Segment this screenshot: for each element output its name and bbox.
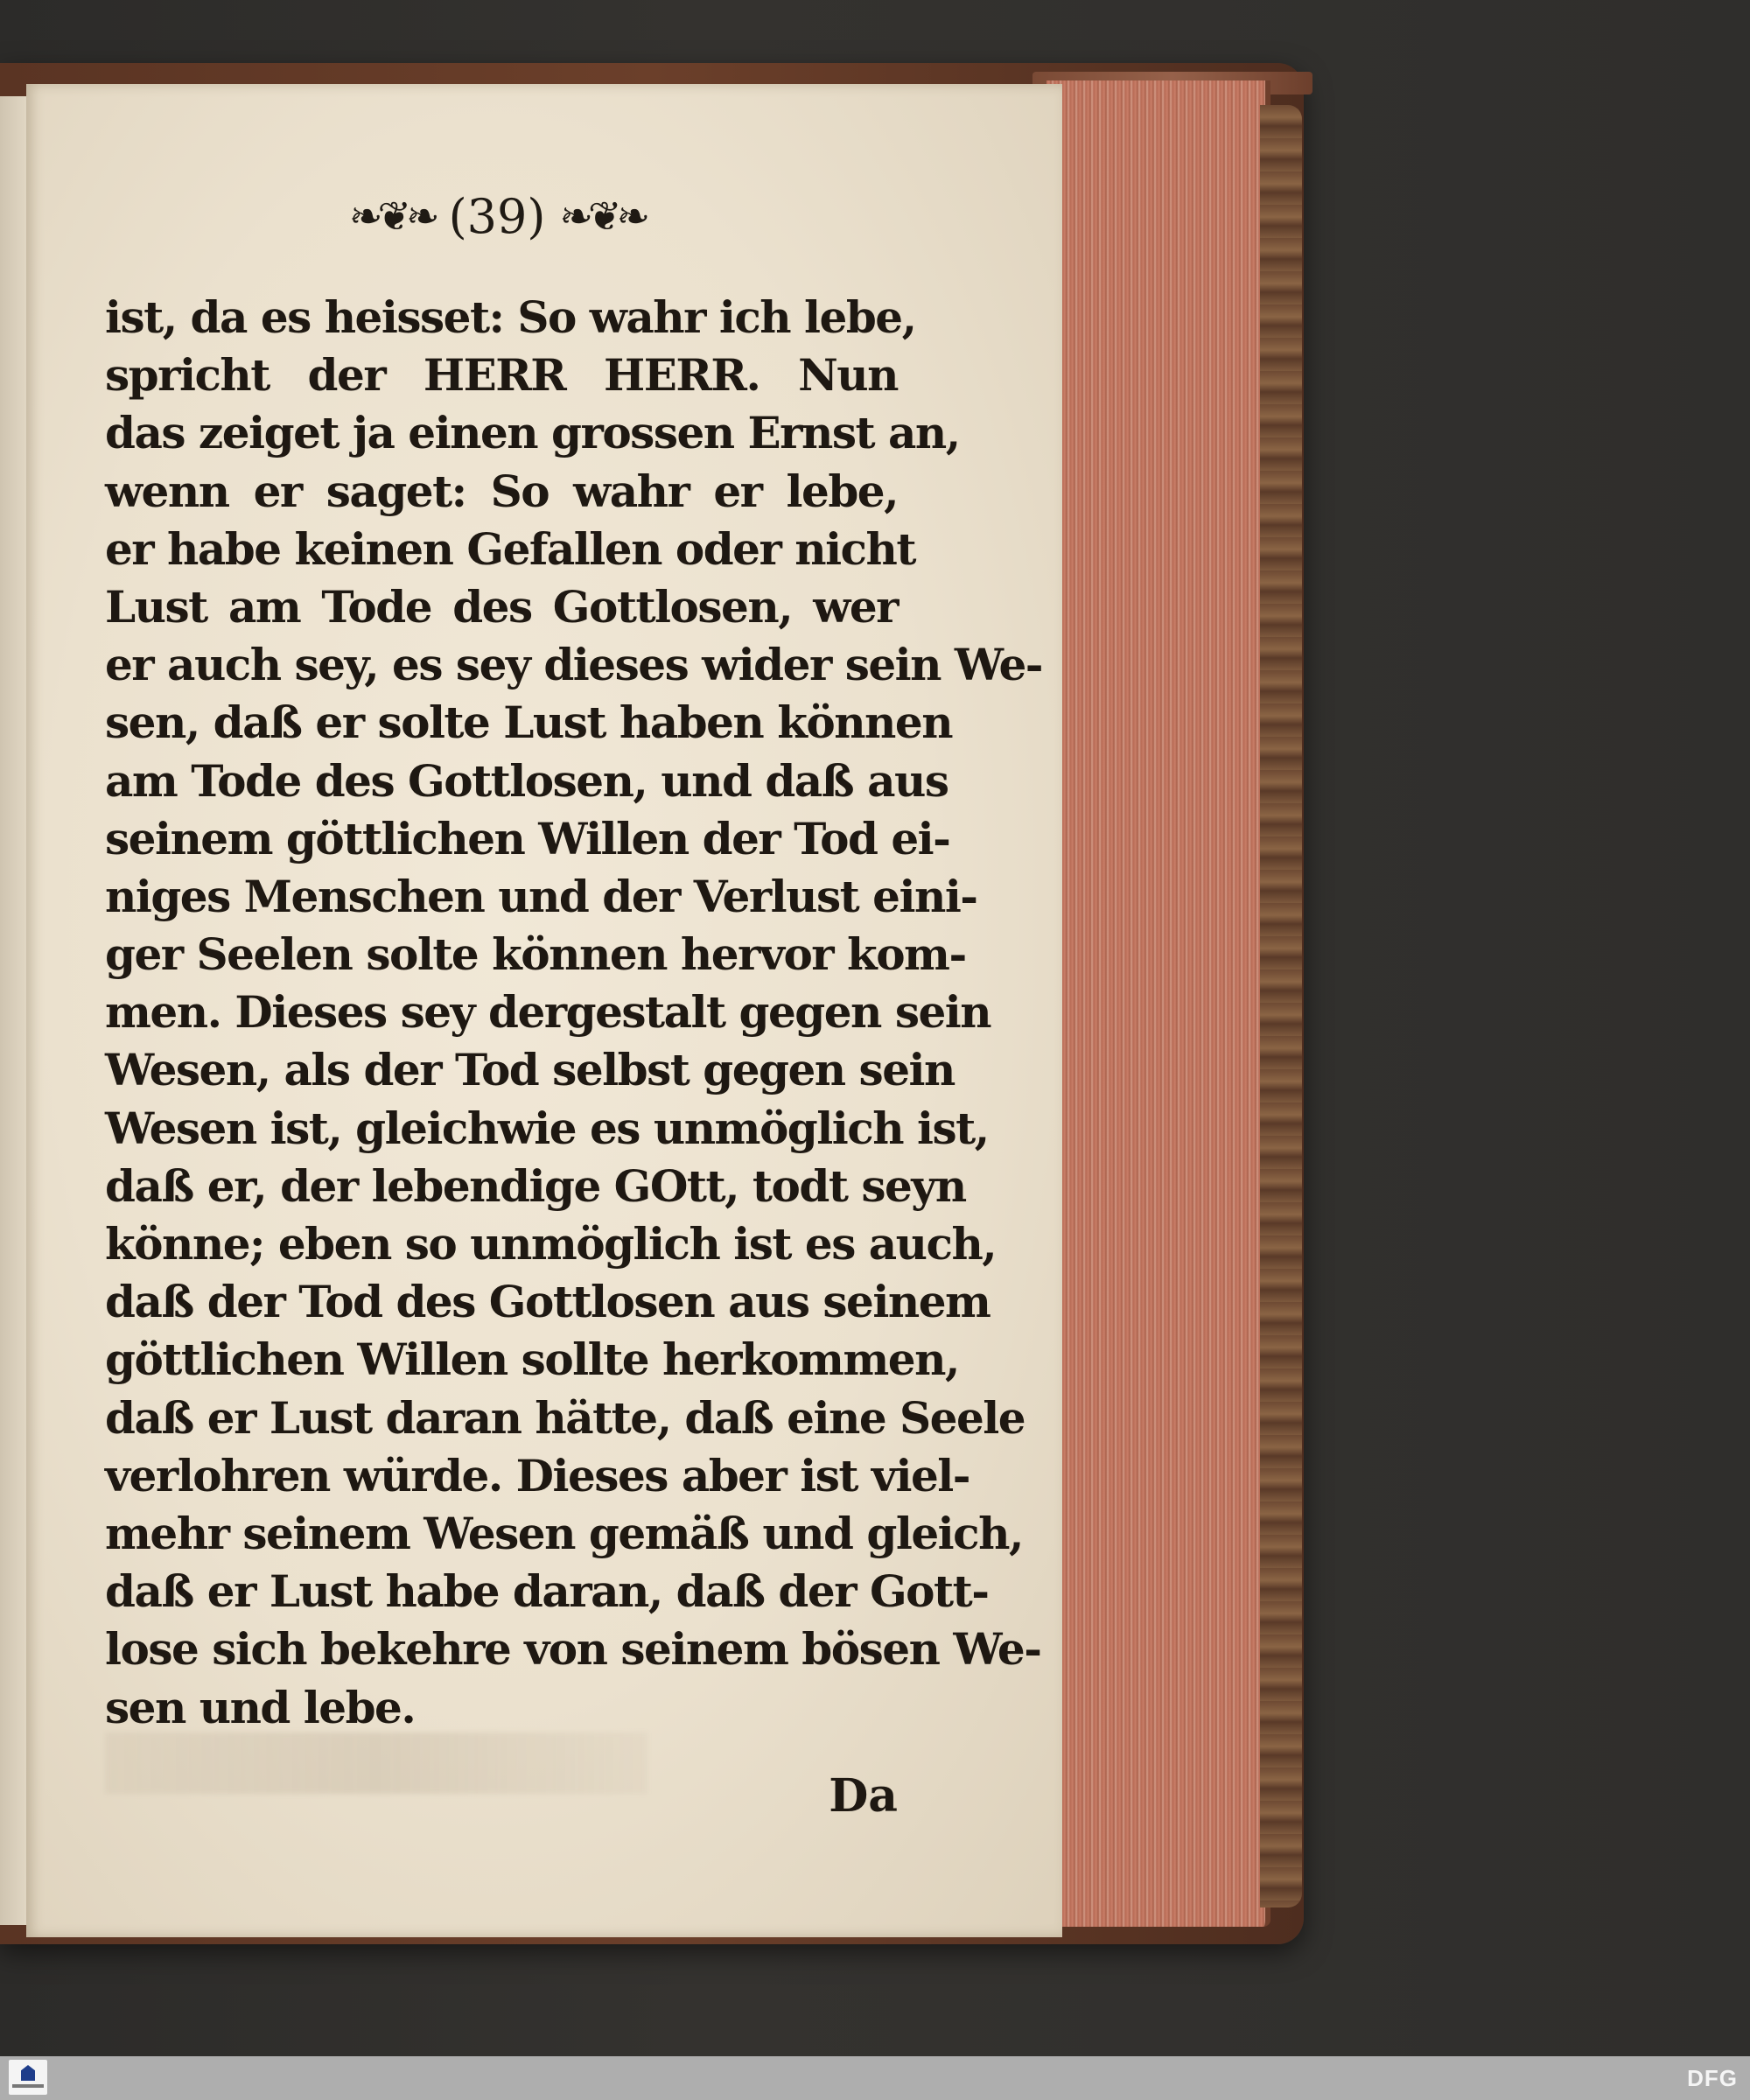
body-text	[105, 289, 1043, 1737]
show-through-text	[105, 1732, 648, 1794]
text-line: er habe keinen Gefallen oder nicht	[105, 522, 915, 575]
text-line: könne; eben so unmöglich ist es auch,	[105, 1218, 997, 1270]
page-edges	[1046, 80, 1270, 1927]
catchword: Da	[829, 1769, 898, 1823]
text-line: mehr seinem Wesen gemäß und gleich,	[105, 1507, 1023, 1559]
building-icon	[21, 2065, 35, 2081]
text-line: seinem göttlichen Willen der Tod ei-	[105, 812, 950, 864]
dfg-logo: DFG	[1687, 2065, 1738, 2091]
text-line: wenn er saget: So wahr er lebe,	[105, 465, 898, 517]
text-line: niges Menschen und der Verlust eini-	[105, 870, 977, 922]
text-line: daß er Lust habe daran, daß der Gott-	[105, 1565, 989, 1618]
ornament-right-icon: ❧❦❧	[559, 192, 646, 240]
text-line: lose sich bekehre von seinem bösen We-	[105, 1623, 1041, 1676]
text-line: men. Dieses sey dergestalt gegen sein	[105, 986, 991, 1039]
text-line: daß er Lust daran hätte, daß eine Seele	[105, 1391, 1026, 1444]
viewer-footer	[0, 2056, 1750, 2100]
text-line: daß der Tod des Gottlosen aus seinem	[105, 1276, 990, 1328]
page-number: (39)	[448, 188, 546, 244]
text-line: Wesen ist, gleichwie es unmöglich ist,	[105, 1102, 989, 1154]
library-logo-icon	[9, 2060, 47, 2095]
running-head	[331, 186, 663, 247]
text-line: Lust am Tode des Gottlosen, wer	[105, 580, 898, 633]
logo-caption-bar	[12, 2084, 44, 2088]
ornament-left-icon: ❧❦❧	[348, 192, 435, 240]
facing-page-edge	[0, 96, 30, 1925]
text-line: spricht der HERR HERR. Nun	[105, 349, 898, 402]
text-line: ger Seelen solte können hervor kom-	[105, 928, 966, 981]
book-fore-edge-cover	[1260, 105, 1302, 1908]
text-line: verlohren würde. Dieses aber ist viel-	[105, 1449, 970, 1502]
text-line: sen und lebe.	[105, 1681, 416, 1733]
text-line: das zeiget ja einen grossen Ernst an,	[105, 407, 960, 459]
text-line: ist, da es heisset: So wahr ich lebe,	[105, 291, 916, 343]
text-line: sen, daß er solte Lust haben können	[105, 696, 953, 749]
text-line: er auch sey, es sey dieses wider sein We-	[105, 639, 1043, 691]
text-line: daß er, der lebendige GOtt, todt seyn	[105, 1159, 966, 1212]
text-line: am Tode des Gottlosen, und daß aus	[105, 754, 948, 807]
text-line: Wesen, als der Tod selbst gegen sein	[105, 1044, 955, 1096]
text-line: göttlichen Willen sollte herkommen,	[105, 1334, 959, 1386]
